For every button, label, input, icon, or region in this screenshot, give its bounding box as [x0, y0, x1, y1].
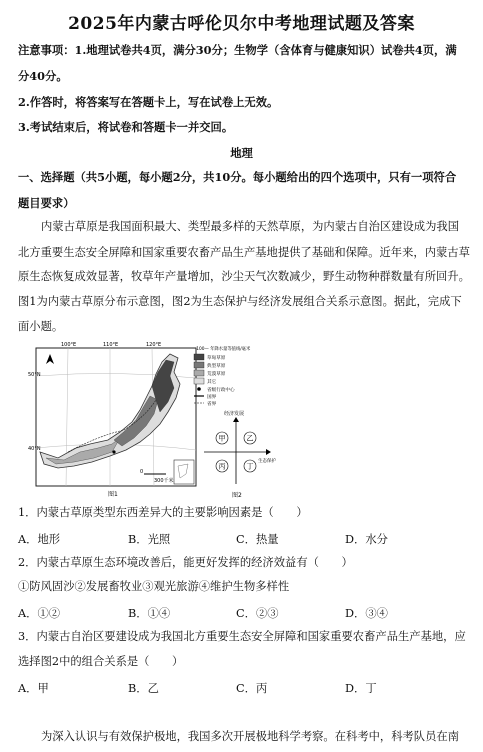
legend-swatch-typical	[194, 362, 204, 368]
svg-text:0: 0	[140, 469, 144, 475]
intro-line-1: 内蒙古草原是我国面积最大、类型最多样的天然草原，为内蒙古自治区建设成为我国	[41, 220, 459, 233]
q1-option-b[interactable]: B．光照	[128, 533, 171, 546]
q2-option-b[interactable]: B．①④	[128, 607, 171, 620]
question-3-stem: 3．内蒙古自治区要建设成为我国北方重要生态安全屏障和国家重要农畜产品生产基地，应	[18, 630, 466, 643]
notes-line-1: 注意事项：1.地理试卷共4页，满分30分；生物学（含体育与健康知识）试卷共4页，满	[18, 43, 457, 57]
quadrant-yi: 乙	[246, 434, 254, 443]
legend-label-border: 国界	[207, 395, 217, 400]
capital-marker	[112, 450, 115, 453]
question-2-stem: 2．内蒙古草原生态环境改善后，能更好发挥的经济效益有（ ）	[18, 556, 353, 569]
quadrant-bing: 丙	[218, 462, 226, 471]
section-heading: 一、选择题（共5小题，每小题2分，共10分。每小题给出的四个选项中，只有一项符合	[18, 170, 457, 184]
legend-label-capital: 省级行政中心	[207, 388, 235, 393]
question-1-stem: 1．内蒙古草原类型东西差异大的主要影响因素是（ ）	[18, 506, 308, 519]
notes-line-1b: 分40分。	[18, 69, 68, 83]
quadrant-svg	[198, 408, 278, 500]
subject-heading: 地理	[230, 146, 253, 160]
page-title: 2025年内蒙古呼伦贝尔中考地理试题及答案	[68, 14, 415, 34]
q3-option-c[interactable]: C．丙	[236, 682, 268, 695]
question-3-stem-b: 选择图2中的组合关系是（ ）	[18, 655, 184, 668]
y-axis-label: 经济发展	[224, 411, 245, 417]
q1-option-a[interactable]: A．地形	[18, 533, 61, 546]
lon-label-100: 100°E	[61, 342, 77, 348]
figure-1-caption: 图1	[108, 491, 118, 498]
q2-option-c[interactable]: C．②③	[236, 607, 279, 620]
question-2-options	[18, 605, 468, 619]
lat-label-50: 50°N	[28, 372, 41, 378]
next-passage-line: 为深入认识与有效保护极地，我国多次开展极地科学考察。在科考中，科考队员在南	[41, 730, 459, 743]
lon-label-120: 120°E	[146, 342, 162, 348]
q1-option-d[interactable]: D．水分	[345, 533, 388, 546]
map-svg	[28, 340, 204, 500]
y-axis-arrow-icon	[233, 417, 239, 422]
q3-option-b[interactable]: B．乙	[128, 682, 159, 695]
figure-2-diagram	[198, 408, 278, 500]
legend-label-provincial: 省界	[207, 402, 217, 407]
quadrant-ding: 丁	[246, 462, 254, 471]
notes-line-3: 3.考试结束后，将试卷和答题卡一并交回。	[18, 120, 234, 134]
legend-capital-icon	[197, 387, 201, 391]
question-1-options	[18, 531, 468, 545]
figure-2-caption: 图2	[232, 492, 242, 499]
quadrant-jia: 甲	[218, 434, 226, 443]
x-axis-arrow-icon	[266, 449, 271, 455]
legend-swatch-desert	[194, 370, 204, 376]
x-axis-label: 生态保护	[258, 459, 276, 464]
section-heading-b: 题目要求）	[18, 196, 75, 210]
lat-label-40: 40°N	[28, 446, 41, 452]
question-3-options	[18, 680, 468, 694]
question-2-items: ①防风固沙②发展畜牧业③观光旅游④维护生物多样性	[18, 580, 290, 593]
intro-line-3: 原生态恢复成效显著，牧草年产量增加，沙尘天气次数减少，野生动物种群数量有所回升。	[18, 270, 470, 283]
q3-option-d[interactable]: D．丁	[345, 682, 377, 695]
legend-swatch-other	[194, 378, 204, 384]
q1-option-c[interactable]: C．热量	[236, 533, 279, 546]
notes-line-2: 2.作答时，将答案写在答题卡上，写在试卷上无效。	[18, 95, 279, 109]
q3-option-a[interactable]: A．甲	[18, 682, 49, 695]
legend-label-other: 其它	[207, 380, 217, 385]
q2-option-d[interactable]: D．③④	[345, 607, 388, 620]
inset-frame	[174, 460, 194, 484]
q2-option-a[interactable]: A．①②	[18, 607, 61, 620]
lon-label-110: 110°E	[103, 342, 119, 348]
intro-line-4: 图1为内蒙古草原分布示意图，图2为生态保护与经济发展组合关系示意图。据此，完成下	[18, 295, 462, 308]
legend-swatch-meadow	[194, 354, 204, 360]
intro-line-5: 面小题。	[18, 320, 64, 333]
legend-label-desert: 荒漠草原	[207, 372, 226, 377]
scale-label: 300千米	[154, 478, 174, 484]
legend-title: 一100— 年降水量等值线/毫米	[192, 347, 251, 352]
figure-1-map	[28, 340, 204, 500]
legend-label-meadow: 草甸草原	[207, 356, 226, 361]
intro-line-2: 北方重要生态安全屏障和国家重要农畜产品生产基地提供了基础和保障。近年来，内蒙古草	[18, 246, 470, 259]
legend-label-typical: 典型草原	[207, 364, 226, 369]
